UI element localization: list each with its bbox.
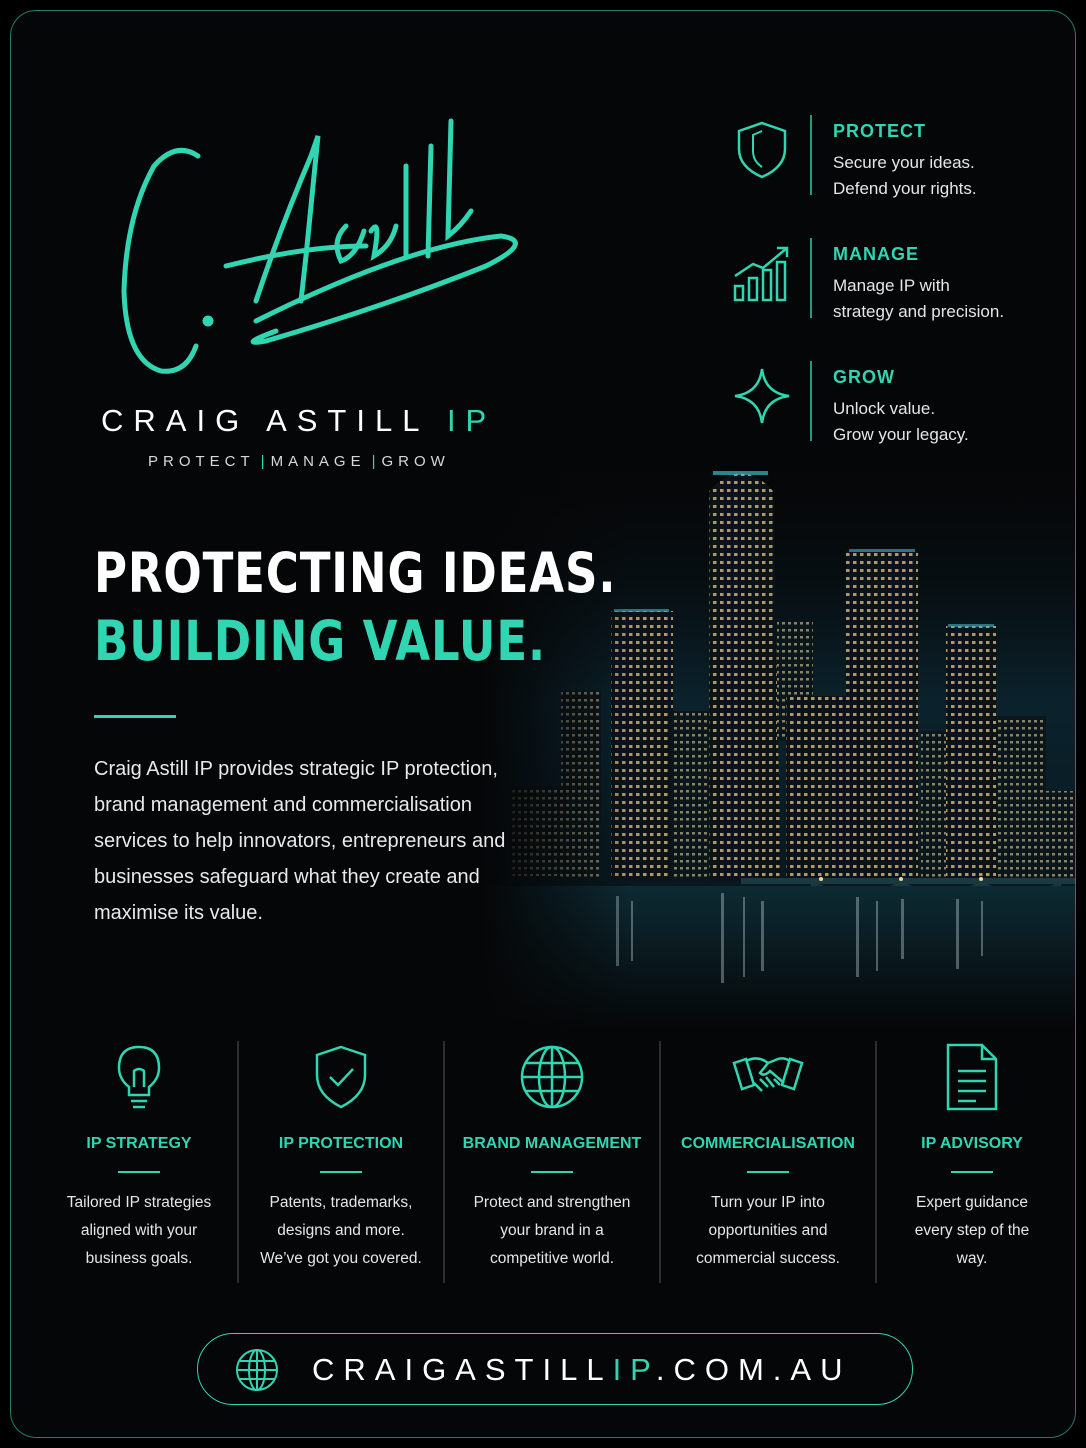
service-desc-line: Turn your IP into	[711, 1194, 825, 1211]
globe-icon	[234, 1347, 280, 1393]
service-desc-line: Patents, trademarks,	[269, 1194, 413, 1211]
service-desc-line: opportunities and	[708, 1222, 828, 1239]
pillar-protect	[731, 115, 1061, 238]
service-description	[445, 1189, 659, 1273]
pillar-divider	[810, 115, 812, 195]
service-ip-strategy	[41, 1041, 237, 1283]
headline-line-2: BUILDING VALUE.	[94, 609, 546, 673]
service-desc-line: Protect and strengthen	[473, 1194, 631, 1211]
handshake-icon	[726, 1041, 810, 1113]
service-desc-line: designs and more.	[277, 1222, 405, 1239]
pillar-grow	[731, 361, 1061, 484]
hero-headline	[94, 539, 616, 675]
service-underline	[951, 1171, 993, 1173]
pillar-line: Grow your legacy.	[833, 425, 969, 444]
sparkle-icon	[731, 365, 793, 427]
website-link[interactable]	[197, 1333, 913, 1405]
service-desc-line: Expert guidance	[915, 1194, 1029, 1211]
url-part-main: CRAIGASTILL	[312, 1352, 613, 1387]
pillar-line: Secure your ideas.	[833, 153, 975, 172]
pillar-title: GROW	[833, 367, 895, 387]
pillar-line: Unlock value.	[833, 399, 936, 418]
service-desc-line: your brand in a	[500, 1222, 604, 1239]
service-title: IP ADVISORY	[921, 1135, 1023, 1152]
service-description	[877, 1189, 1067, 1273]
service-ip-protection	[239, 1041, 443, 1283]
brand-tagline	[148, 453, 450, 470]
shield-icon	[731, 119, 793, 181]
tagline-separator: |	[260, 453, 265, 470]
service-underline	[118, 1171, 160, 1173]
pillar-line: Manage IP with	[833, 276, 950, 295]
pillar-manage	[731, 238, 1061, 361]
service-desc-line: competitive world.	[489, 1250, 615, 1267]
headline-rule	[94, 715, 176, 718]
tagline-separator: |	[371, 453, 376, 470]
service-desc-line: business goals.	[85, 1250, 193, 1267]
pillars-list	[731, 115, 1061, 484]
growth-chart-icon	[731, 242, 793, 304]
poster-frame	[10, 10, 1076, 1438]
website-url[interactable]	[312, 1352, 851, 1388]
intro-paragraph: Craig Astill IP provides strategic IP protection, brand management and commercialisation services to help innovators, entrepreneurs and businesses safeguard what they create and maximise its value.	[94, 758, 506, 924]
service-ip-advisory	[877, 1041, 1067, 1283]
pillar-title: MANAGE	[833, 244, 919, 264]
signature-logo	[106, 106, 536, 396]
tagline-manage: MANAGE	[270, 453, 366, 470]
service-description	[41, 1189, 237, 1273]
globe-icon	[516, 1041, 588, 1113]
service-description	[239, 1189, 443, 1273]
service-brand-management	[445, 1041, 659, 1283]
services-row	[41, 1041, 1067, 1283]
pillar-line: Defend your rights.	[833, 179, 977, 198]
headline-line-1: PROTECTING IDEAS.	[94, 541, 617, 605]
pillar-divider	[810, 361, 812, 441]
lightbulb-icon	[103, 1041, 175, 1113]
pillar-line: strategy and precision.	[833, 302, 1005, 321]
service-title: BRAND MANAGEMENT	[462, 1135, 642, 1152]
brand-name-main: CRAIG ASTILL	[101, 403, 447, 438]
service-title: COMMERCIALISATION	[681, 1135, 855, 1152]
city-skyline-image	[481, 431, 1076, 1031]
service-desc-line: Tailored IP strategies	[66, 1194, 212, 1211]
service-desc-line: commercial success.	[696, 1250, 840, 1267]
tagline-protect: PROTECT	[148, 453, 255, 470]
service-desc-line: every step of the	[914, 1222, 1030, 1239]
service-desc-line: aligned with your	[80, 1222, 198, 1239]
service-underline	[747, 1171, 789, 1173]
service-underline	[320, 1171, 362, 1173]
pillar-divider	[810, 238, 812, 318]
brand-name-ip: IP	[446, 403, 497, 438]
tagline-grow: GROW	[381, 453, 450, 470]
service-underline	[531, 1171, 573, 1173]
brand-name	[101, 403, 561, 439]
service-title: IP STRATEGY	[86, 1135, 192, 1152]
service-description	[661, 1189, 875, 1273]
service-desc-line: We’ve got you covered.	[260, 1250, 422, 1267]
shield-check-icon	[305, 1041, 377, 1113]
service-desc-line: way.	[956, 1250, 988, 1267]
service-title: IP PROTECTION	[278, 1135, 404, 1152]
document-icon	[936, 1041, 1008, 1113]
pillar-title: PROTECT	[833, 121, 927, 141]
service-commercialisation	[661, 1041, 875, 1283]
url-part-domain: .COM.AU	[655, 1352, 852, 1387]
url-part-ip: IP	[612, 1352, 656, 1387]
